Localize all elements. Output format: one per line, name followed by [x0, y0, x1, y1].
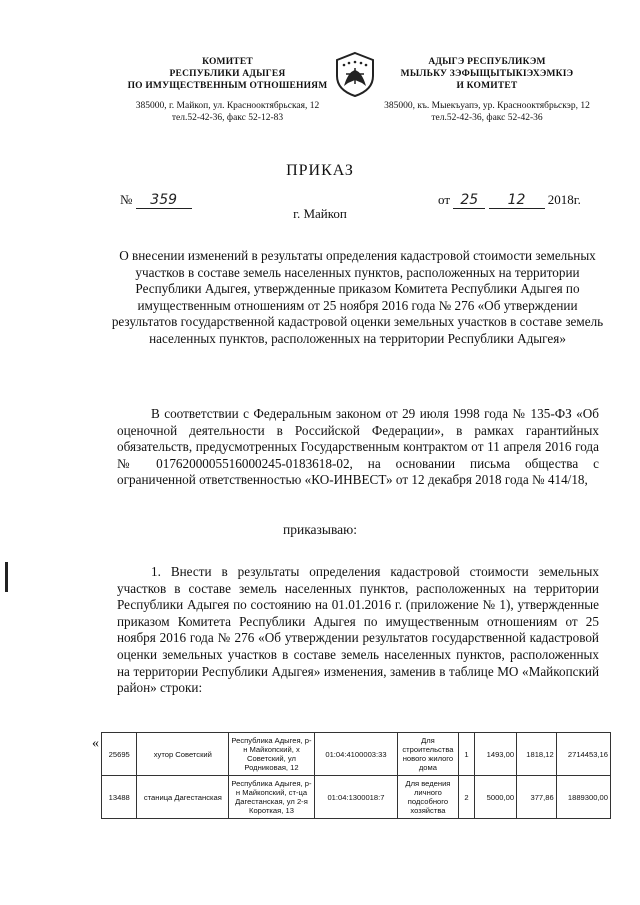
table-row	[102, 733, 611, 776]
table-cell: Республика Адыгея, р-н Майкопский, ст-ца Дагестанская, ул 2-я Короткая, 13	[229, 776, 315, 819]
table-cell: 2	[458, 776, 475, 819]
preamble-paragraph: В соответствии с Федеральным законом от 29 июля 1998 года № 135-ФЗ «Об оценочной деятельности в Российской Федерации», в рамках гарантийных обязательств, предусмотренных Государственным контрактом от 11 апреля 2016 года № 0176200005516000245-0183618-02, на основании письма общества с ограниченной ответственностью «КО-ИНВЕСТ» от 12 декабря 2018 года № 414/18,	[117, 406, 599, 488]
header-left-line: РЕСПУБЛИКИ АДЫГЕЯ	[169, 69, 286, 79]
opening-quote-mark: «	[92, 736, 99, 751]
table-cell: 1818,12	[517, 733, 557, 776]
header-left-line: КОМИТЕТ	[202, 57, 253, 67]
committee-address-adyghe	[376, 100, 598, 124]
coat-of-arms-icon	[332, 50, 378, 98]
committee-name-adyghe	[376, 56, 598, 92]
table-cell: 1889300,00	[556, 776, 610, 819]
date-month: 12	[507, 192, 526, 208]
table-cell: 1493,00	[475, 733, 517, 776]
number-prefix: №	[120, 192, 133, 207]
table-cell: хутор Советский	[137, 733, 229, 776]
table-row	[102, 776, 611, 819]
address-line: 385000, къ. Мыекъуапэ, ур. Краснооктябрьскэр, 12	[384, 101, 590, 111]
document-title: ПРИКАЗ	[286, 162, 354, 179]
table-cell: 01:04:1300018:7	[314, 776, 397, 819]
header-right-line: И КОМИТЕТ	[456, 81, 518, 91]
number-value: 359	[150, 192, 178, 208]
order-subject: О внесении изменений в результаты определения кадастровой стоимости земельных участков в составе земель населенных пунктов, расположенных на территории Республики Адыгея, утвержденные приказом Комитета Республики Адыгея по имущественным отношениям от 25 ноября 2016 года № 276 «Об утверждении результатов государственной кадастровой оценки земельных участков в составе земель населенных пунктов, расположенных на территории Республики Адыгея»	[111, 248, 604, 346]
header-right-line: МЫЛЬКУ ЗЭФЫЩЫТЫКIЭХЭМКIЭ	[400, 69, 574, 79]
table-cell: 13488	[102, 776, 137, 819]
date-year: 2018г.	[547, 192, 581, 207]
table-cell: 01:04:4100003:33	[314, 733, 397, 776]
table-cell: 25695	[102, 733, 137, 776]
address-line: 385000, г. Майкоп, ул. Краснооктябрьская, 12	[135, 101, 320, 111]
date-day: 25	[460, 192, 479, 208]
header-right-line: АДЫГЭ РЕСПУБЛИКЭМ	[428, 57, 546, 67]
address-line: тел.52-42-36, факс 52-42-36	[431, 113, 543, 123]
table-cell: Для ведения личного подсобного хозяйства	[398, 776, 458, 819]
table-cell: Республика Адыгея, р-н Майкопский, х Советский, ул Родниковая, 12	[229, 733, 315, 776]
table-cell: 2714453,16	[556, 733, 610, 776]
table-cell: 5000,00	[475, 776, 517, 819]
table-cell: Для строительства нового жилого дома	[398, 733, 458, 776]
clause-1-paragraph: 1. Внести в результаты определения кадастровой стоимости земельных участков в составе земель населенных пунктов, расположенных на территории Республики Адыгея по состоянию на 01.01.2016 г. (приложение № 1), утвержденные приказом Комитета Республики Адыгея по имущественным отношениям от 25 ноября 2016 года № 276 «Об утверждении результатов государственной кадастровой оценки земельных участков в составе земель населенных пунктов, расположенных на территории Республики Адыгея» изменения, заменив в таблице МО «Майкопский район» строки:	[117, 564, 599, 696]
city: г. Майкоп	[293, 206, 347, 221]
cadastral-value-table	[101, 732, 611, 819]
address-line: тел.52-42-36, факс 52-12-83	[171, 113, 284, 123]
committee-name-russian	[120, 56, 335, 92]
committee-address-russian	[120, 100, 335, 124]
table-cell: станица Дагестанская	[137, 776, 229, 819]
margin-mark	[5, 562, 8, 592]
date-prefix: от	[438, 192, 451, 207]
table-cell: 1	[458, 733, 475, 776]
order-word: приказываю:	[283, 522, 357, 537]
table-cell: 377,86	[517, 776, 557, 819]
header-left-line: ПО ИМУЩЕСТВЕННЫМ ОТНОШЕНИЯМ	[127, 81, 328, 91]
